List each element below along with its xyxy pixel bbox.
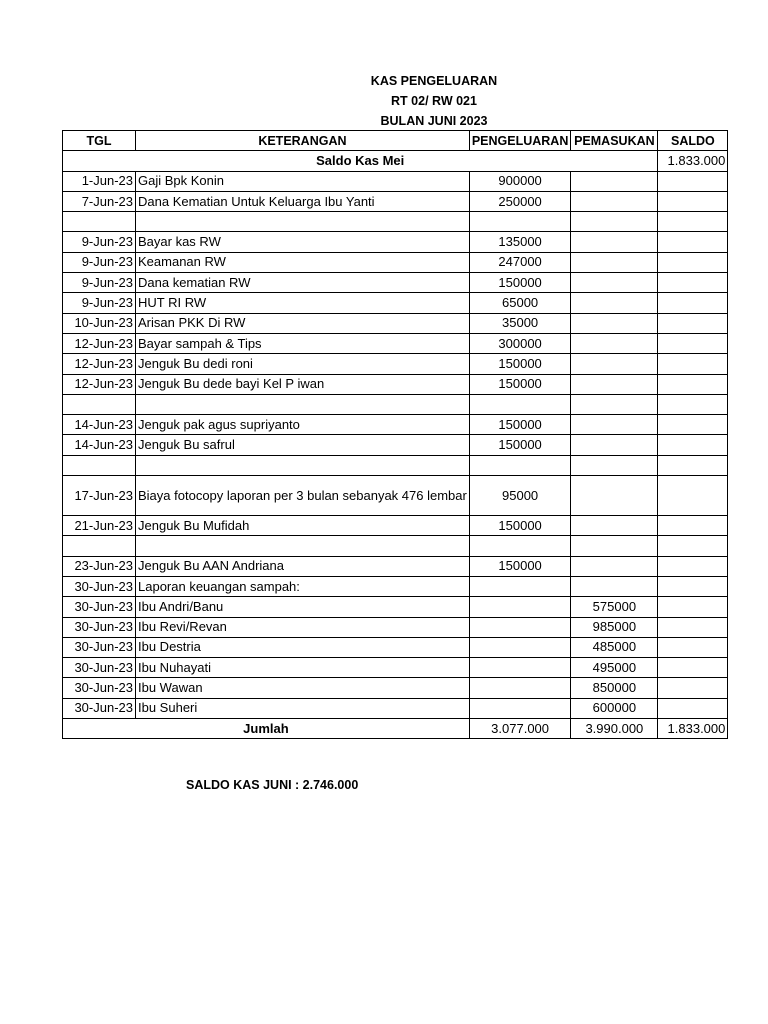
cell-saldo bbox=[658, 313, 728, 333]
cell-keterangan: Biaya fotocopy laporan per 3 bulan sebanyak 476 lembar bbox=[136, 476, 470, 516]
cell-keterangan: Ibu Nuhayati bbox=[136, 658, 470, 678]
cell-tgl: 30-Jun-23 bbox=[63, 637, 136, 657]
col-header-keterangan: KETERANGAN bbox=[136, 131, 470, 151]
cell-pengeluaran: 247000 bbox=[469, 252, 571, 272]
cell-tgl: 9-Jun-23 bbox=[63, 273, 136, 293]
cell-saldo bbox=[658, 354, 728, 374]
cell-tgl: 7-Jun-23 bbox=[63, 191, 136, 211]
cell-pengeluaran: 150000 bbox=[469, 415, 571, 435]
cell-pemasukan bbox=[571, 212, 658, 232]
col-header-saldo: SALDO bbox=[658, 131, 728, 151]
table-row bbox=[63, 191, 728, 211]
cell-keterangan: Jenguk Bu Mufidah bbox=[136, 516, 470, 536]
cell-saldo bbox=[658, 394, 728, 414]
cell-keterangan: Ibu Revi/Revan bbox=[136, 617, 470, 637]
cell-tgl: 10-Jun-23 bbox=[63, 313, 136, 333]
cell-keterangan: Bayar sampah & Tips bbox=[136, 333, 470, 353]
cell-pemasukan: 495000 bbox=[571, 658, 658, 678]
cell-saldo bbox=[658, 536, 728, 556]
cell-pemasukan bbox=[571, 394, 658, 414]
cell-saldo bbox=[658, 252, 728, 272]
document-title: KAS PENGELUARAN bbox=[370, 74, 498, 88]
col-header-pemasukan: PEMASUKAN bbox=[571, 131, 658, 151]
cell-tgl: 30-Jun-23 bbox=[63, 678, 136, 698]
table-row bbox=[63, 415, 728, 435]
rt-rw-label: RT 02/ RW 021 bbox=[391, 94, 477, 108]
table-row bbox=[63, 394, 728, 414]
cell-pengeluaran: 150000 bbox=[469, 374, 571, 394]
cell-pengeluaran: 35000 bbox=[469, 313, 571, 333]
cell-pemasukan bbox=[571, 333, 658, 353]
cell-saldo bbox=[658, 212, 728, 232]
table-row bbox=[63, 597, 728, 617]
cell-pemasukan: 850000 bbox=[571, 678, 658, 698]
cell-saldo bbox=[658, 273, 728, 293]
cell-saldo bbox=[658, 556, 728, 576]
cell-tgl: 12-Jun-23 bbox=[63, 354, 136, 374]
cell-keterangan: Jenguk Bu dedi roni bbox=[136, 354, 470, 374]
cell-tgl: 12-Jun-23 bbox=[63, 333, 136, 353]
cell-pemasukan bbox=[571, 576, 658, 596]
cell-saldo bbox=[658, 171, 728, 191]
table-row bbox=[63, 354, 728, 374]
cell-saldo bbox=[658, 698, 728, 718]
cell-saldo bbox=[658, 333, 728, 353]
cell-keterangan: Jenguk Bu safrul bbox=[136, 435, 470, 455]
cell-tgl: 17-Jun-23 bbox=[63, 476, 136, 516]
cell-pemasukan bbox=[571, 252, 658, 272]
cell-pengeluaran bbox=[469, 658, 571, 678]
table-row bbox=[63, 212, 728, 232]
cell-pemasukan bbox=[571, 476, 658, 516]
cell-tgl: 9-Jun-23 bbox=[63, 293, 136, 313]
cell-pemasukan bbox=[571, 171, 658, 191]
col-header-tgl: TGL bbox=[63, 131, 136, 151]
cell-keterangan: Bayar kas RW bbox=[136, 232, 470, 252]
cell-keterangan: Ibu Destria bbox=[136, 637, 470, 657]
cell-saldo bbox=[658, 415, 728, 435]
cell-tgl: 21-Jun-23 bbox=[63, 516, 136, 536]
total-saldo: 1.833.000 bbox=[658, 719, 728, 739]
total-row bbox=[63, 719, 728, 739]
cell-keterangan bbox=[136, 212, 470, 232]
cell-keterangan: Arisan PKK Di RW bbox=[136, 313, 470, 333]
cell-tgl: 30-Jun-23 bbox=[63, 597, 136, 617]
cell-pemasukan bbox=[571, 455, 658, 475]
cell-tgl bbox=[63, 212, 136, 232]
cell-saldo bbox=[658, 232, 728, 252]
cell-saldo bbox=[658, 293, 728, 313]
cell-pemasukan: 575000 bbox=[571, 597, 658, 617]
table-row bbox=[63, 293, 728, 313]
table-row bbox=[63, 435, 728, 455]
cell-pemasukan bbox=[571, 293, 658, 313]
ledger-table bbox=[62, 130, 728, 739]
cell-keterangan bbox=[136, 394, 470, 414]
cell-pengeluaran: 135000 bbox=[469, 232, 571, 252]
cell-pemasukan bbox=[571, 313, 658, 333]
cell-saldo bbox=[658, 455, 728, 475]
cell-pengeluaran: 150000 bbox=[469, 556, 571, 576]
opening-balance-label: Saldo Kas Mei bbox=[63, 151, 658, 171]
table-row bbox=[63, 637, 728, 657]
table-row bbox=[63, 658, 728, 678]
cell-tgl: 30-Jun-23 bbox=[63, 576, 136, 596]
cell-saldo bbox=[658, 637, 728, 657]
cell-keterangan: HUT RI RW bbox=[136, 293, 470, 313]
table-row bbox=[63, 476, 728, 516]
table-row bbox=[63, 556, 728, 576]
cell-pengeluaran: 300000 bbox=[469, 333, 571, 353]
cell-pengeluaran bbox=[469, 536, 571, 556]
table-header-row bbox=[63, 131, 728, 151]
cell-keterangan: Keamanan RW bbox=[136, 252, 470, 272]
cell-pemasukan: 985000 bbox=[571, 617, 658, 637]
cell-keterangan: Dana Kematian Untuk Keluarga Ibu Yanti bbox=[136, 191, 470, 211]
table-row bbox=[63, 252, 728, 272]
cell-pengeluaran bbox=[469, 455, 571, 475]
cell-saldo bbox=[658, 191, 728, 211]
table-row bbox=[63, 516, 728, 536]
cell-saldo bbox=[658, 576, 728, 596]
cell-pengeluaran: 900000 bbox=[469, 171, 571, 191]
cell-pengeluaran bbox=[469, 637, 571, 657]
cell-keterangan: Jenguk Bu dede bayi Kel P iwan bbox=[136, 374, 470, 394]
cell-keterangan: Ibu Wawan bbox=[136, 678, 470, 698]
cell-saldo bbox=[658, 678, 728, 698]
cell-pengeluaran: 150000 bbox=[469, 435, 571, 455]
cell-pengeluaran bbox=[469, 212, 571, 232]
table-row bbox=[63, 536, 728, 556]
cell-saldo bbox=[658, 435, 728, 455]
cell-pemasukan bbox=[571, 191, 658, 211]
period-label: BULAN JUNI 2023 bbox=[380, 114, 488, 128]
cell-keterangan: Ibu Suheri bbox=[136, 698, 470, 718]
cell-pemasukan bbox=[571, 556, 658, 576]
cell-tgl: 30-Jun-23 bbox=[63, 698, 136, 718]
table-row bbox=[63, 374, 728, 394]
col-header-pengeluaran: PENGELUARAN bbox=[469, 131, 571, 151]
cell-pemasukan: 485000 bbox=[571, 637, 658, 657]
table-row bbox=[63, 576, 728, 596]
cell-tgl: 12-Jun-23 bbox=[63, 374, 136, 394]
cell-keterangan: Jenguk pak agus supriyanto bbox=[136, 415, 470, 435]
cell-keterangan: Gaji Bpk Konin bbox=[136, 171, 470, 191]
cell-pemasukan bbox=[571, 516, 658, 536]
cell-pemasukan bbox=[571, 374, 658, 394]
cell-tgl: 9-Jun-23 bbox=[63, 252, 136, 272]
cell-tgl: 1-Jun-23 bbox=[63, 171, 136, 191]
cell-saldo bbox=[658, 617, 728, 637]
cell-pengeluaran bbox=[469, 394, 571, 414]
cell-tgl bbox=[63, 394, 136, 414]
cell-pengeluaran: 95000 bbox=[469, 476, 571, 516]
cell-pemasukan bbox=[571, 435, 658, 455]
cell-pemasukan bbox=[571, 415, 658, 435]
cell-tgl: 9-Jun-23 bbox=[63, 232, 136, 252]
document-header bbox=[0, 71, 768, 131]
cell-tgl: 30-Jun-23 bbox=[63, 658, 136, 678]
cell-pengeluaran bbox=[469, 678, 571, 698]
cell-tgl: 30-Jun-23 bbox=[63, 617, 136, 637]
cell-tgl: 23-Jun-23 bbox=[63, 556, 136, 576]
table-row bbox=[63, 171, 728, 191]
cell-saldo bbox=[658, 476, 728, 516]
cell-pemasukan: 600000 bbox=[571, 698, 658, 718]
cell-pengeluaran: 250000 bbox=[469, 191, 571, 211]
cell-saldo bbox=[658, 374, 728, 394]
total-pemasukan: 3.990.000 bbox=[571, 719, 658, 739]
table-row bbox=[63, 232, 728, 252]
cell-pengeluaran: 150000 bbox=[469, 354, 571, 374]
table-row bbox=[63, 313, 728, 333]
ledger-body bbox=[63, 151, 728, 719]
cell-pemasukan bbox=[571, 273, 658, 293]
cell-tgl bbox=[63, 536, 136, 556]
cell-pemasukan bbox=[571, 536, 658, 556]
table-row bbox=[63, 273, 728, 293]
saldo-kas-juni: SALDO KAS JUNI : 2.746.000 bbox=[186, 778, 359, 792]
cell-pengeluaran bbox=[469, 617, 571, 637]
cell-keterangan: Dana kematian RW bbox=[136, 273, 470, 293]
cell-pengeluaran: 150000 bbox=[469, 516, 571, 536]
cell-keterangan bbox=[136, 455, 470, 475]
cell-saldo bbox=[658, 516, 728, 536]
cell-keterangan: Jenguk Bu AAN Andriana bbox=[136, 556, 470, 576]
cell-saldo bbox=[658, 597, 728, 617]
total-label: Jumlah bbox=[63, 719, 470, 739]
cell-tgl: 14-Jun-23 bbox=[63, 435, 136, 455]
cell-pengeluaran bbox=[469, 597, 571, 617]
cell-keterangan: Ibu Andri/Banu bbox=[136, 597, 470, 617]
cell-pengeluaran bbox=[469, 698, 571, 718]
cell-pemasukan bbox=[571, 354, 658, 374]
cell-tgl: 14-Jun-23 bbox=[63, 415, 136, 435]
cell-saldo bbox=[658, 658, 728, 678]
table-row bbox=[63, 333, 728, 353]
cell-keterangan: Laporan keuangan sampah: bbox=[136, 576, 470, 596]
table-row bbox=[63, 617, 728, 637]
total-pengeluaran: 3.077.000 bbox=[469, 719, 571, 739]
table-row bbox=[63, 678, 728, 698]
cell-pengeluaran: 150000 bbox=[469, 273, 571, 293]
cell-tgl bbox=[63, 455, 136, 475]
cell-pengeluaran: 65000 bbox=[469, 293, 571, 313]
cell-pengeluaran bbox=[469, 576, 571, 596]
table-row bbox=[63, 455, 728, 475]
table-row bbox=[63, 698, 728, 718]
opening-balance-value: 1.833.000 bbox=[658, 151, 728, 171]
cell-keterangan bbox=[136, 536, 470, 556]
opening-balance-row bbox=[63, 151, 728, 171]
cell-pemasukan bbox=[571, 232, 658, 252]
